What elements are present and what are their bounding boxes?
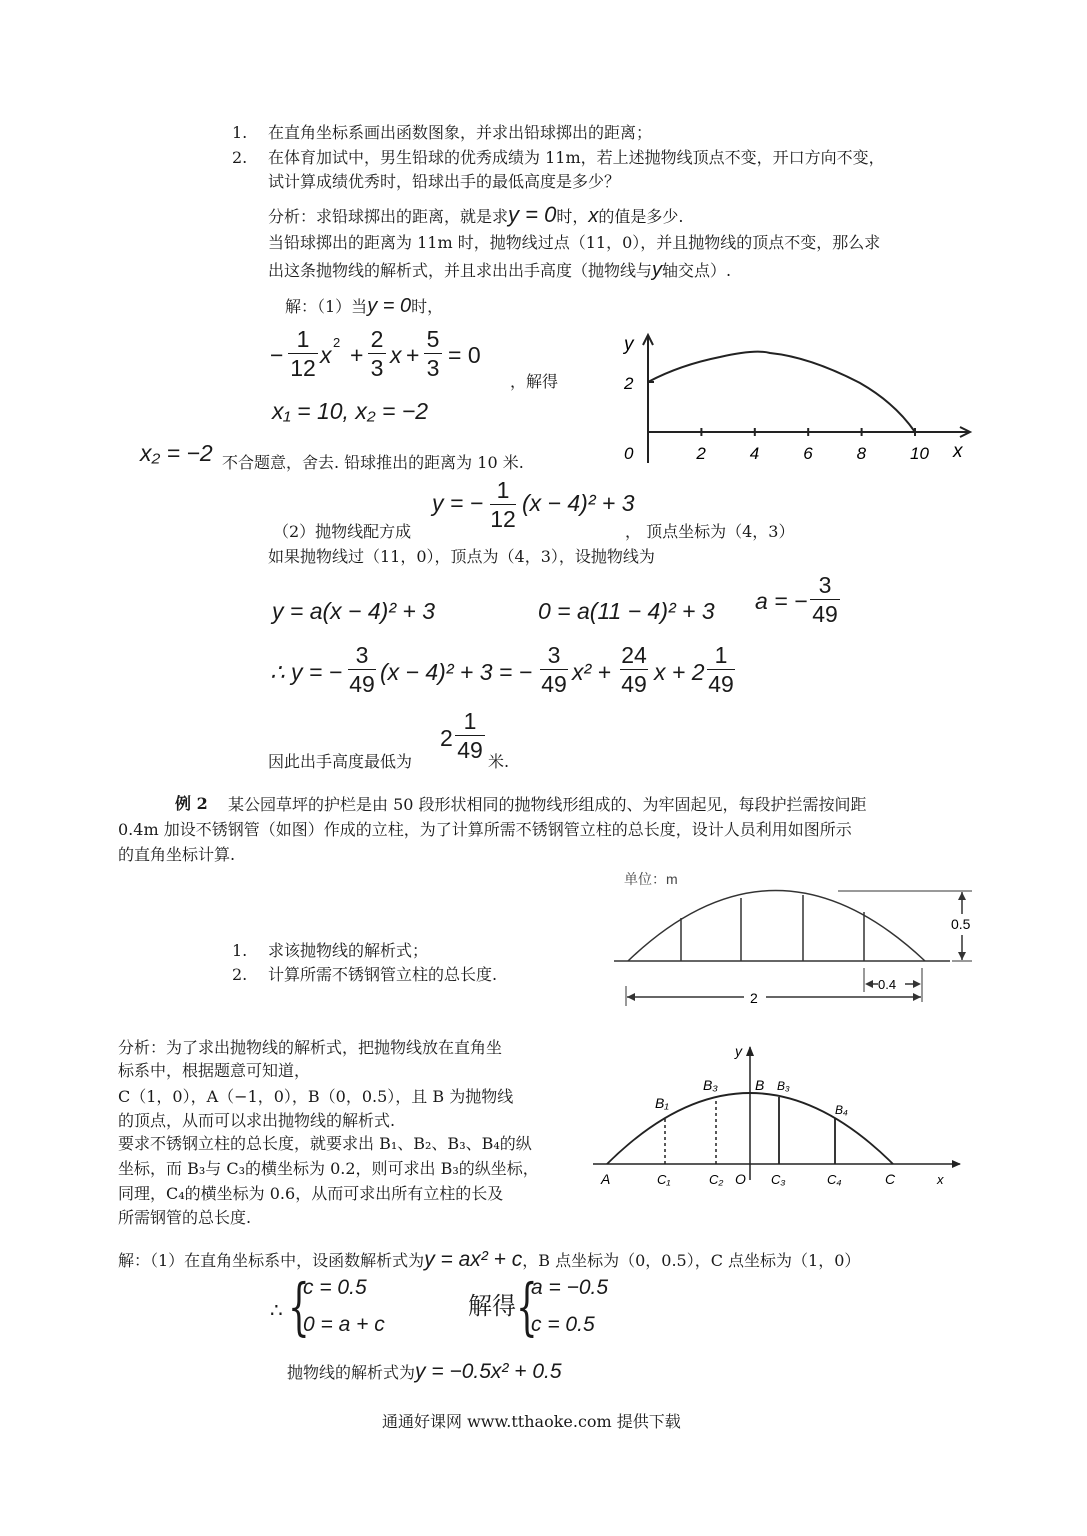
fraction-1-12 [490, 477, 516, 532]
footer-text: 通通好课网 www.tthaoke.com 提供下载 [382, 1412, 681, 1431]
arrow-head [958, 892, 966, 900]
x-tick-label: 6 [803, 444, 813, 463]
fraction-1-49 [455, 708, 485, 763]
denominator: 12 [490, 506, 516, 532]
arrow-head [627, 993, 635, 1001]
arrow-head [958, 952, 966, 960]
x-tick-label: 4 [749, 444, 760, 463]
math-x: x [588, 205, 599, 227]
parabola-curve [648, 352, 915, 432]
numerator: 3 [818, 572, 832, 598]
math-plus: + [350, 342, 364, 368]
analysis-text: 轴交点）. [662, 261, 732, 280]
analysis-2-line: 标系中，根据题意可知道， [118, 1061, 311, 1080]
math-equation: ∴ y = − [270, 659, 343, 685]
math-equation: 0 = a(11 − 4)² + 3 [538, 598, 715, 624]
solution-text: 时， [411, 297, 444, 316]
fraction-5-3 [424, 326, 442, 381]
example-question-1: 求该抛物线的解析式； [268, 941, 429, 960]
point-b-label: B [755, 1077, 765, 1093]
list-number: 1. [232, 941, 248, 960]
solution-text: 解：（1）在直角坐标系中，设函数解析式为 [118, 1251, 425, 1270]
conclusion-unit: 米. [488, 752, 510, 771]
solution-2-line [118, 1250, 860, 1271]
fraction-1-12 [288, 326, 318, 381]
y-axis-label: y [735, 1043, 742, 1059]
analysis-line-1 [268, 202, 684, 227]
denominator: 3 [426, 355, 440, 381]
fraction-3-49 [540, 642, 568, 697]
point-b3-label: B₃ [777, 1079, 790, 1093]
point-c2-label: C₂ [709, 1172, 724, 1187]
arrow-head [913, 980, 921, 988]
math-y: y [652, 259, 663, 281]
math-roots: x₁ = 10, x₂ = −2 [272, 398, 429, 424]
math-function-form: y = ax² + c [424, 1248, 523, 1271]
denominator: 49 [457, 737, 483, 763]
numerator: 3 [547, 642, 561, 668]
fraction-24-49 [620, 642, 648, 697]
system-eq-1: c = 0.5 [303, 1276, 367, 1299]
width-label: 2 [750, 990, 758, 1006]
arrow-head [746, 1046, 754, 1056]
math-vertex-form-lhs: y = − [432, 490, 484, 516]
x-tick-label: 2 [696, 444, 706, 463]
solution-text: 不合题意，舍去. 铅球推出的距离为 10 米. [222, 453, 524, 472]
analysis-line-3 [268, 260, 731, 281]
analysis-2-line: 的顶点，从而可以求出抛物线的解析式. [118, 1111, 396, 1130]
analysis-2-line: 要求不锈钢立柱的总长度，就要求出 B₁、B₂、B₃、B₄的纵 [118, 1134, 532, 1153]
numerator: 1 [714, 642, 728, 668]
analysis-2-line: 坐标，而 B₃与 C₃的横坐标为 0.2，则可求出 B₃的纵坐标， [118, 1159, 539, 1178]
math-minus: − [270, 342, 284, 368]
result-a: a = −0.5 [531, 1276, 609, 1299]
solution-text: 如果抛物线过（11，0），顶点为（4，3），设抛物线为 [268, 547, 655, 566]
height-label: 0.5 [951, 916, 971, 932]
gap-label: 0.4 [878, 977, 897, 992]
math-final-equation: y = −0.5x² + 0.5 [415, 1360, 562, 1383]
analysis-2-line: 所需钢管的总长度. [118, 1208, 252, 1227]
x-tick-label: 10 [910, 444, 929, 463]
point-c-label: C [885, 1171, 896, 1187]
point-a-label: A [601, 1171, 611, 1187]
analysis-line-2: 当铅球掷出的距离为 11m 时，抛物线过点（11，0），并且抛物线的顶点不变，那么求 [268, 233, 881, 252]
point-b4-label: B₄ [835, 1103, 848, 1117]
fence-arc [628, 891, 925, 962]
numerator: 2 [370, 326, 384, 352]
final-result-line [287, 1362, 562, 1383]
x-tick-label: 8 [856, 444, 867, 463]
y-tick-label: 2 [624, 374, 634, 393]
example-question-2: 计算所需不锈钢管立柱的总长度. [268, 965, 498, 984]
example-text-line-2: 0.4m 加设不锈钢管（如图）作成的立柱，为了计算所需不锈钢管立柱的总长度，设计人员利用如图所示 [118, 820, 852, 839]
system-eq-2: 0 = a + c [303, 1313, 385, 1336]
math-rejected-root: x₂ = −2 [140, 440, 213, 466]
question-2-line-1: 在体育加试中，男生铅球的优秀成绩为 11m，若上述抛物线顶点不变，开口方向不变， [268, 148, 885, 167]
math-equation: x + 2 [654, 659, 705, 685]
denominator: 49 [621, 671, 647, 697]
conclusion-text: 因此出手高度最低为 [268, 752, 413, 771]
fraction-1-49 [707, 642, 735, 697]
left-brace: { [288, 1270, 310, 1343]
analysis-text: 分析：求铅球掷出的距离，就是求 [268, 207, 509, 226]
list-number: 2. [232, 965, 248, 984]
analysis-2-line: 分析：为了求出抛物线的解析式，把抛物线放在直角坐 [118, 1038, 503, 1057]
denominator: 49 [708, 671, 734, 697]
numerator: 3 [355, 642, 369, 668]
math-a-value: a = − [755, 588, 808, 614]
x-tick-label: 0 [624, 444, 634, 463]
analysis-text: 时， [556, 207, 589, 226]
solution-text: ，解得 [510, 372, 559, 391]
list-number: 2. [232, 148, 248, 167]
analysis-2-line: C（1，0），A（−1，0），B（0，0.5），且 B 为抛物线 [118, 1087, 514, 1106]
question-1: 在直角坐标系画出函数图象，并求出铅球掷出的距离； [268, 123, 653, 142]
math-exponent: 2 [333, 335, 341, 350]
math-equation: x² + [572, 659, 611, 685]
math-y-equals-0: y = 0 [367, 295, 412, 317]
x-tick-group [624, 428, 929, 463]
fence-diagram [610, 862, 985, 1012]
math-y-equals-0: y = 0 [508, 202, 557, 227]
x-axis-label: x [953, 441, 963, 462]
solution-text: （2）抛物线配方成 [273, 522, 412, 541]
numerator: 5 [426, 326, 440, 352]
denominator: 3 [370, 355, 384, 381]
fraction-3-49 [810, 572, 840, 627]
point-c4-label: C₄ [827, 1172, 842, 1187]
numerator: 1 [296, 326, 310, 352]
example-text-line-3: 的直角坐标计算. [118, 845, 236, 864]
math-equation: (x − 4)² + 3 = − [380, 659, 533, 685]
math-equals-zero: = 0 [448, 342, 481, 368]
denominator: 49 [349, 671, 375, 697]
coordinate-parabola [585, 1042, 970, 1192]
mixed-number-whole: 2 [440, 725, 453, 751]
analysis-2-line: 同理，C₄的横坐标为 0.6，从而可求出所有立柱的长及 [118, 1184, 504, 1203]
arrow-head [913, 993, 921, 1001]
math-x: x [320, 342, 332, 368]
solution-text: 抛物线的解析式为 [287, 1363, 416, 1382]
left-brace: { [516, 1270, 538, 1343]
solution-text: ，B 点坐标为（0，0.5），C 点坐标为（1，0） [522, 1251, 861, 1270]
fraction-3-49 [348, 642, 376, 697]
unit-label: 单位：m [624, 871, 678, 887]
numerator: 24 [621, 642, 647, 668]
denominator: 12 [290, 355, 316, 381]
math-vertex-form-rhs: (x − 4)² + 3 [522, 490, 635, 516]
fraction-2-3 [368, 326, 386, 381]
question-2-line-2: 试计算成绩优秀时，铅球出手的最低高度是多少？ [268, 172, 621, 191]
analysis-text: 的值是多少. [598, 207, 684, 226]
result-c: c = 0.5 [531, 1313, 595, 1336]
solution-text: 解：（1）当 [285, 297, 368, 316]
y-axis-label: y [624, 334, 634, 355]
point-c3-label: C₃ [771, 1172, 786, 1187]
origin-label: O [735, 1171, 746, 1187]
example-text-line-1: 某公园草坪的护栏是由 50 段形状相同的抛物线形组成的、为牢固起见，每段护拦需按间距 [228, 795, 867, 814]
numerator: 1 [463, 708, 477, 734]
example-label: 例 2 [175, 794, 208, 813]
x-axis-label: x [937, 1172, 944, 1187]
numerator: 1 [496, 477, 510, 503]
point-b1-label: B₁ [655, 1095, 669, 1111]
list-number: 1. [232, 123, 248, 142]
arrow-head [952, 1160, 961, 1168]
solution-1-start [285, 296, 443, 317]
point-c1-label: C₁ [657, 1172, 671, 1187]
math-equation: y = a(x − 4)² + 3 [272, 598, 435, 624]
vertex-coordinates: ， 顶点坐标为（4，3） [625, 522, 795, 541]
denominator: 49 [812, 601, 838, 627]
arrow-head [865, 980, 873, 988]
therefore-symbol: ∴ [270, 1300, 283, 1322]
math-plus: + [406, 342, 420, 368]
solve-label: 解得 [468, 1292, 516, 1320]
analysis-text: 出这条抛物线的解析式，并且求出出手高度（抛物线与 [268, 261, 653, 280]
point-b2-label: B₃ [703, 1077, 718, 1093]
shot-put-graph [610, 325, 980, 475]
math-x: x [390, 342, 402, 368]
denominator: 49 [541, 671, 567, 697]
